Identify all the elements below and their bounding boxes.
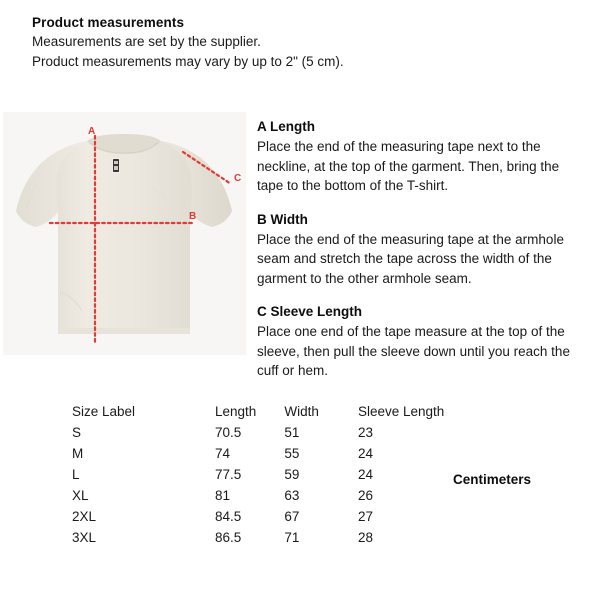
instruction-b-width bbox=[257, 210, 587, 289]
table-row bbox=[72, 485, 472, 506]
instruction-a-body: Place the end of the measuring tape next to the neckline, at the top of the garment. Then, bring the tape to the bottom of the T-shirt. bbox=[257, 139, 560, 193]
instruction-b-body: Place the end of the measuring tape at the armhole seam and stretch the tape across the width of the garment to the other armhole seam. bbox=[257, 231, 564, 286]
cell-size: S bbox=[72, 425, 82, 440]
cell-length: 70.5 bbox=[215, 425, 242, 440]
cell-length: 74 bbox=[215, 446, 231, 461]
instruction-a-length bbox=[257, 117, 587, 196]
cell-size: XL bbox=[72, 488, 89, 503]
header-sleeve-length: Sleeve Length bbox=[357, 404, 445, 419]
instruction-c-sleeve-length bbox=[257, 302, 587, 381]
header-size-label: Size Label bbox=[72, 404, 136, 419]
cell-length: 86.5 bbox=[215, 530, 242, 545]
neck-tag bbox=[113, 159, 119, 172]
cell-sleeve: 28 bbox=[357, 530, 374, 545]
table-row bbox=[72, 443, 472, 464]
cell-width: 51 bbox=[284, 425, 300, 440]
measurement-instructions bbox=[257, 117, 587, 381]
size-measurement-table bbox=[72, 401, 472, 548]
cell-width: 63 bbox=[284, 488, 300, 503]
instruction-b-title: B Width bbox=[257, 211, 308, 227]
table-row bbox=[72, 422, 472, 443]
instruction-a-title: A Length bbox=[257, 119, 315, 134]
cell-length: 84.5 bbox=[215, 509, 242, 524]
cell-size: 3XL bbox=[72, 530, 97, 545]
cell-width: 71 bbox=[284, 530, 300, 545]
header-note-supplier: Measurements are set by the supplier. bbox=[32, 34, 261, 49]
tshirt-illustration bbox=[3, 112, 246, 355]
measurement-unit-label: Centimeters bbox=[453, 472, 532, 487]
cell-width: 67 bbox=[284, 509, 300, 524]
cell-size: 2XL bbox=[72, 509, 97, 524]
table-header-row bbox=[72, 401, 472, 422]
neck-tag-print-top bbox=[114, 161, 118, 164]
shirt-body bbox=[56, 141, 192, 334]
table-row bbox=[72, 464, 472, 485]
cell-width: 55 bbox=[284, 446, 300, 461]
header-width: Width bbox=[284, 404, 319, 419]
measurement-diagram-panel bbox=[3, 112, 246, 355]
page-title: Product measurements bbox=[32, 15, 185, 30]
bottom-hem bbox=[58, 328, 190, 334]
measure-label-b: B bbox=[189, 211, 197, 222]
cell-size: L bbox=[72, 467, 80, 482]
cell-width: 59 bbox=[284, 467, 300, 482]
cell-size: M bbox=[72, 446, 84, 461]
instruction-c-body: Place one end of the tape measure at the top of the sleeve, then pull the sleeve down until you reach the cuff or hem. bbox=[257, 324, 570, 378]
table-row bbox=[72, 506, 472, 527]
cell-length: 81 bbox=[215, 488, 231, 503]
measure-label-c: C bbox=[234, 173, 242, 184]
cell-sleeve: 24 bbox=[357, 467, 374, 482]
cell-sleeve: 23 bbox=[357, 425, 374, 440]
instruction-c-title: C Sleeve Length bbox=[257, 304, 363, 319]
table-row bbox=[72, 527, 472, 548]
measure-label-a: A bbox=[88, 126, 96, 137]
cell-sleeve: 27 bbox=[357, 509, 374, 524]
header-length: Length bbox=[215, 404, 257, 419]
cell-length: 77.5 bbox=[215, 467, 242, 482]
cell-sleeve: 26 bbox=[357, 488, 374, 503]
header-note-variance: Product measurements may vary by up to 2" (5 cm). bbox=[32, 53, 344, 69]
cell-sleeve: 24 bbox=[357, 446, 374, 461]
product-measurements-header bbox=[32, 13, 572, 71]
neck-tag-print-bottom bbox=[114, 166, 118, 170]
